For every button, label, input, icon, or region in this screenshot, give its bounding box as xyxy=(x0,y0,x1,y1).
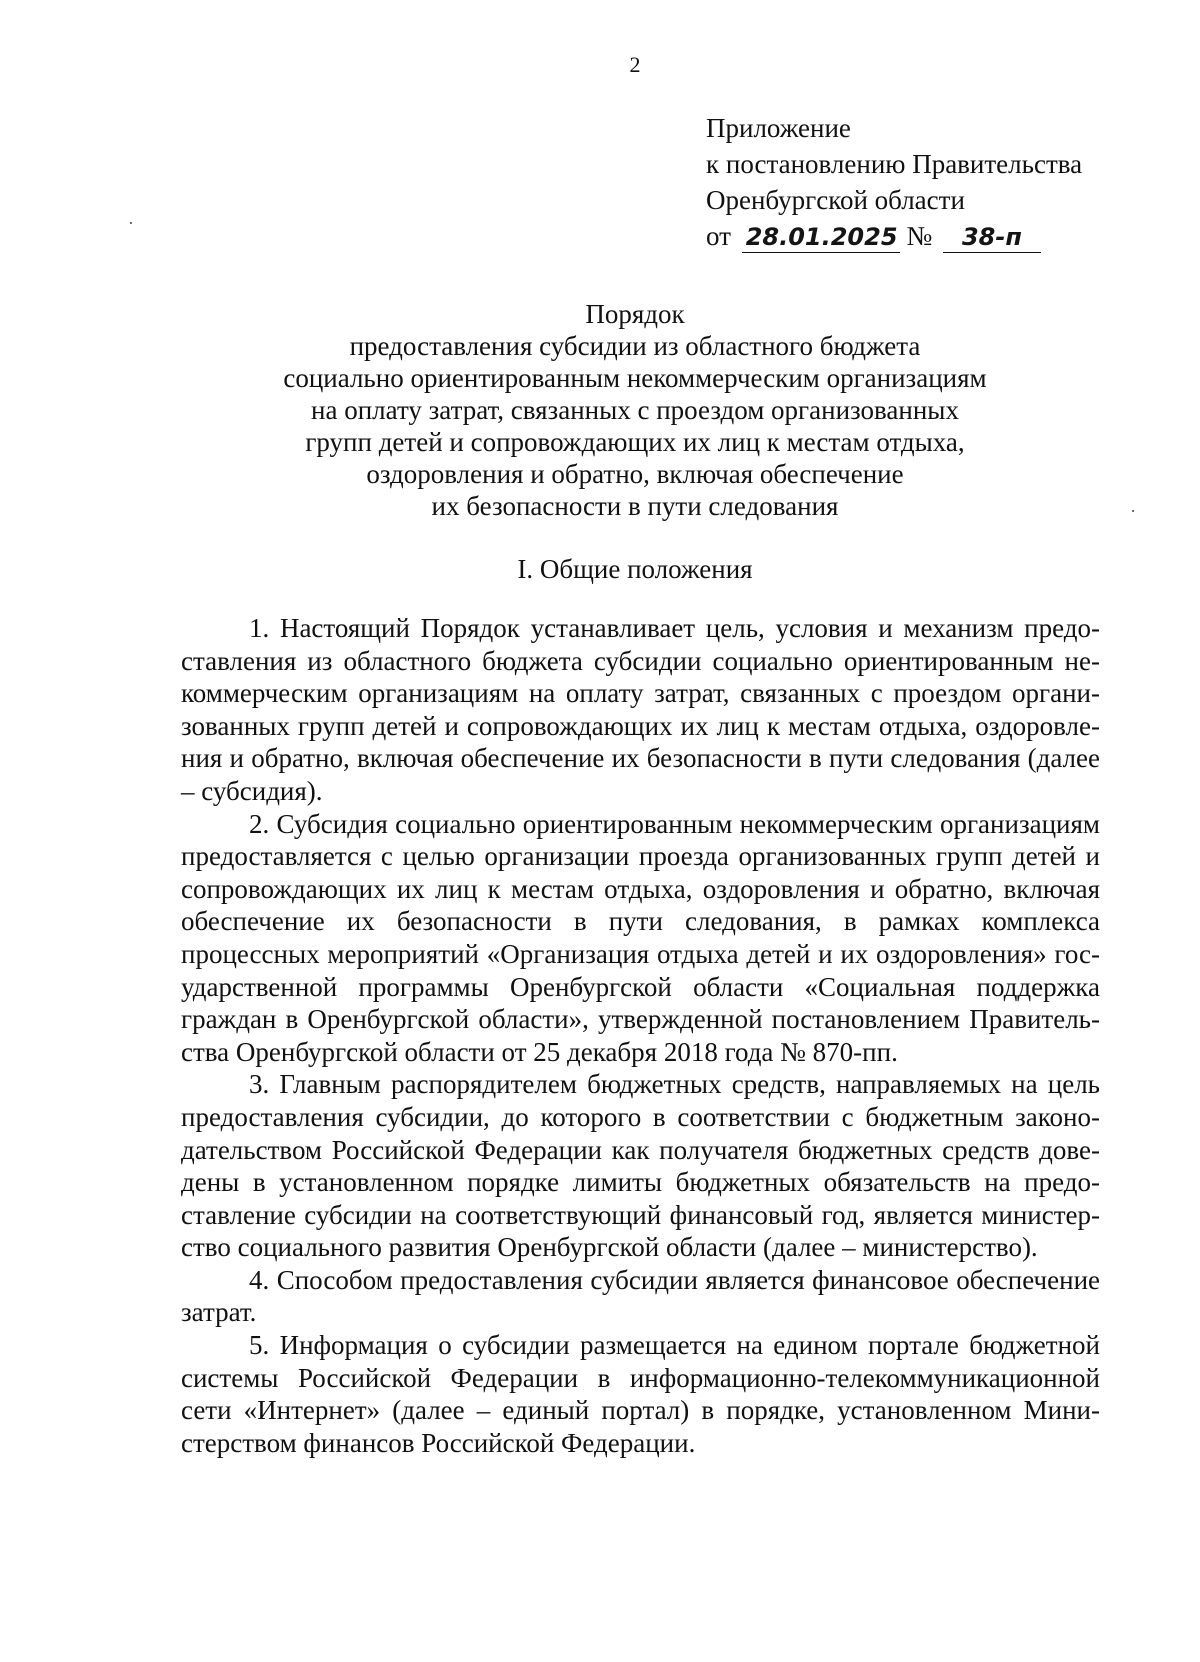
body-text xyxy=(181,612,1100,1459)
paragraph: 2. Субсидия социально ориентированным некоммерческим организациям предоставляется с целью организации проезда организованных групп детей и сопровождающих их лиц к местам отдыха, оздоровления и обратно, включая обеспечение их безопасности в пути следования, в рамках комплекса процессных мероприятий «Организация отдыха детей и их оздоровления» государственной программы Оренбургской области «Социальная поддержка граждан в Оренбургской области», утвержденной постановлением Правительства Оренбургской области от 25 декабря 2018 года № 870-пп. xyxy=(181,808,1100,1067)
paragraph: 3. Главным распорядителем бюджетных средств, направляемых на цель предоставления субсидии, до которого в соответствии с бюджетным законодательством Российской Федерации как получателя бюджетных средств доведены в установленном порядке лимиты бюджетных обязательств на предоставление субсидии на соответствующий финансовый год, является министерство социального развития Оренбургской области (далее – министерство). xyxy=(181,1069,1100,1263)
page-number: 2 xyxy=(629,52,641,77)
from-label: от xyxy=(706,221,731,251)
title-line: оздоровления и обратно, включая обеспечение xyxy=(366,459,904,489)
scan-speck xyxy=(130,222,132,224)
paragraph: 5. Информация о субсидии размещается на едином портале бюджетной системы Российской Федерации в информационно-телекоммуникационной сети «Интернет» (далее – единый портал) в порядке, установленном Министерством финансов Российской Федерации. xyxy=(181,1330,1100,1458)
appendix-signature-line xyxy=(706,218,1082,254)
number-label: № xyxy=(906,221,933,251)
appendix-reference: к постановлению Правительства xyxy=(706,149,1083,179)
appendix-title: Приложение xyxy=(706,113,851,143)
section-heading: I. Общие положения xyxy=(517,554,753,584)
appendix-block xyxy=(706,110,1082,254)
appendix-region: Оренбургской области xyxy=(706,185,965,215)
decree-number: 38-п xyxy=(943,222,1041,253)
title-line: предоставления субсидии из областного бюджета xyxy=(349,331,921,361)
title-line: на оплату затрат, связанных с проездом организованных xyxy=(311,395,959,425)
title-line: их безопасности в пути следования xyxy=(431,491,839,521)
paragraph: 1. Настоящий Порядок устанавливает цель, условия и механизм предоставления из областного бюджета субсидии социально ориентированным некоммерческим организациям на оплату затрат, связанных с проездом организованных групп детей и сопровождающих их лиц к местам отдыха, оздоровления и обратно, включая обеспечение их безопасности в пути следования (далее – субсидия). xyxy=(181,613,1100,806)
scan-speck xyxy=(1132,510,1134,512)
document-title xyxy=(0,298,1200,522)
decree-date: 28.01.2025 xyxy=(742,222,900,253)
title-line: Порядок xyxy=(585,299,685,329)
title-line: групп детей и сопровождающих их лиц к местам отдыха, xyxy=(305,427,965,457)
title-line: социально ориентированным некоммерческим организациям xyxy=(283,363,987,393)
paragraph: 4. Способом предоставления субсидии является финансовое обеспечение затрат. xyxy=(181,1264,1100,1328)
